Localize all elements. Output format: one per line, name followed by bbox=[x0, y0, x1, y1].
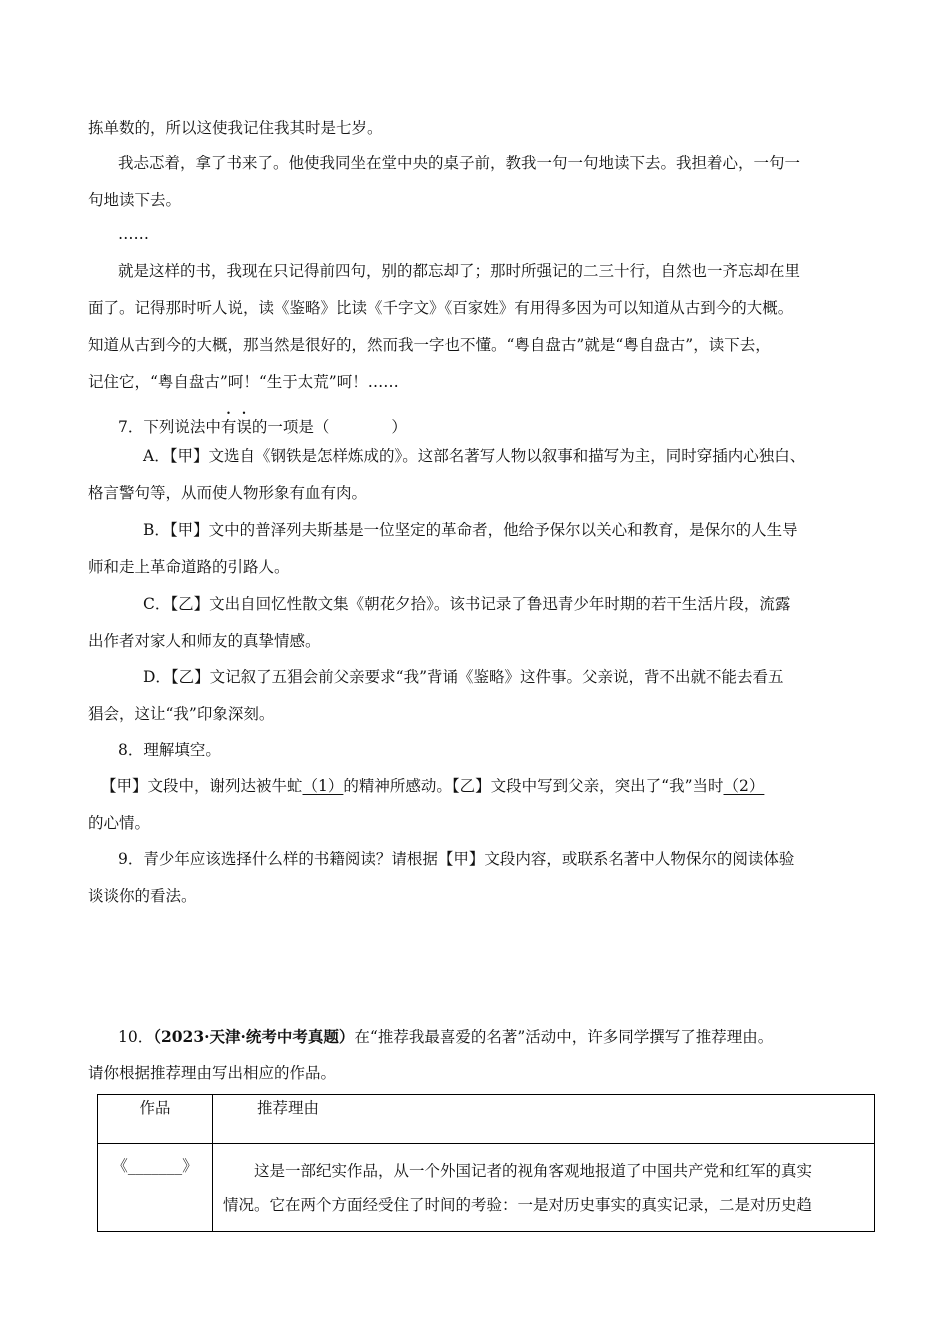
table-row bbox=[98, 1144, 875, 1232]
question-7-stem-post: 的一项是（ ） bbox=[251, 418, 407, 436]
reason-line: 这是一部纪实作品，从一个外国记者的视角客观地报道了中国共产党和红军的真实 bbox=[223, 1162, 813, 1180]
q8-segment: 【甲】文段中，谢列达被牛虻 bbox=[101, 777, 303, 795]
question-9-line: 9．青少年应该选择什么样的书籍阅读？请根据【甲】文段内容，或联系名著中人物保尔的阅读体验 bbox=[118, 850, 795, 868]
passage-line: 面了。记得那时听人说，读《鉴略》比读《千字文》《百家姓》有用得多因为可以知道从古到今的大概。 bbox=[88, 299, 794, 317]
option-d-line: D．【乙】文记叙了五猖会前父亲要求“我”背诵《鉴略》这件事。父亲说，背不出就不能去看五 bbox=[143, 668, 784, 686]
passage-line: 记住它，“粤自盘古”呵！“生于太荒”呵！…… bbox=[88, 373, 399, 391]
question-10-stem-rest: 在“推荐我最喜爱的名著”活动中，许多同学撰写了推荐理由。 bbox=[354, 1028, 774, 1046]
recommendation-table bbox=[97, 1094, 875, 1232]
option-b-line: B．【甲】文中的普泽列夫斯基是一位坚定的革命者，他给予保尔以关心和教育，是保尔的人生导 bbox=[143, 521, 798, 539]
passage-line: 我忐忑着，拿了书来了。他使我同坐在堂中央的桌子前，教我一句一句地读下去。我担着心，一句一 bbox=[118, 154, 801, 172]
work-title-blank[interactable]: 《_______》 bbox=[98, 1144, 213, 1232]
passage-line: 就是这样的书，我现在只记得前四句，别的都忘却了；那时所强记的二三十行，自然也一齐忘却在里 bbox=[118, 262, 801, 280]
option-a-line: 格言警句等，从而使人物形象有血有肉。 bbox=[88, 484, 368, 502]
reason-cell bbox=[213, 1144, 875, 1232]
table-header-row bbox=[98, 1095, 875, 1144]
question-9-line: 谈谈你的看法。 bbox=[88, 887, 197, 905]
blank-1: （1） bbox=[302, 777, 344, 795]
question-10-line: 请你根据推荐理由写出相应的作品。 bbox=[88, 1064, 337, 1082]
question-8-stem: 8．理解填空。 bbox=[118, 741, 221, 759]
question-10-number: 10． bbox=[118, 1028, 154, 1046]
option-c-line: 出作者对家人和师友的真挚情感。 bbox=[88, 632, 321, 650]
passage-line: 知道从古到今的大概，那当然是很好的，然而我一字也不懂。“粤自盘古”就是“粤自盘古”，读下去， bbox=[88, 336, 771, 354]
question-7-emphasis: 有误 bbox=[220, 418, 252, 436]
header-reason: 推荐理由 bbox=[213, 1095, 875, 1144]
question-7-stem-pre: 7．下列说法中 bbox=[118, 418, 221, 436]
question-7-stem bbox=[118, 409, 407, 437]
option-d-line: 猖会，这让“我”印象深刻。 bbox=[88, 705, 275, 723]
passage-ellipsis: …… bbox=[118, 225, 149, 243]
reason-line: 情况。它在两个方面经受住了时间的考验：一是对历史事实的真实记录，二是对历史趋 bbox=[223, 1196, 813, 1214]
header-work: 作品 bbox=[98, 1095, 213, 1144]
passage-line: 句地读下去。 bbox=[88, 191, 182, 209]
passage-line: 拣单数的，所以这使我记住我其时是七岁。 bbox=[88, 119, 383, 137]
option-b-line: 师和走上革命道路的引路人。 bbox=[88, 558, 290, 576]
question-10-source: （2023·天津·统考中考真题） bbox=[153, 1027, 355, 1046]
option-a-line: A．【甲】文选自《钢铁是怎样炼成的》。这部名著写人物以叙事和描写为主，同时穿插内心独白、 bbox=[143, 447, 806, 465]
q8-segment: 的精神所感动。【乙】文段中写到父亲，突出了“我”当时 bbox=[343, 777, 724, 795]
option-c-line: C．【乙】文出自回忆性散文集《朝花夕拾》。该书记录了鲁迅青少年时期的若干生活片段，流露 bbox=[143, 595, 791, 613]
question-10-stem bbox=[118, 1027, 773, 1047]
question-8-line: 的心情。 bbox=[88, 814, 151, 832]
question-8-fill-line bbox=[101, 776, 764, 796]
blank-2: （2） bbox=[723, 777, 765, 795]
